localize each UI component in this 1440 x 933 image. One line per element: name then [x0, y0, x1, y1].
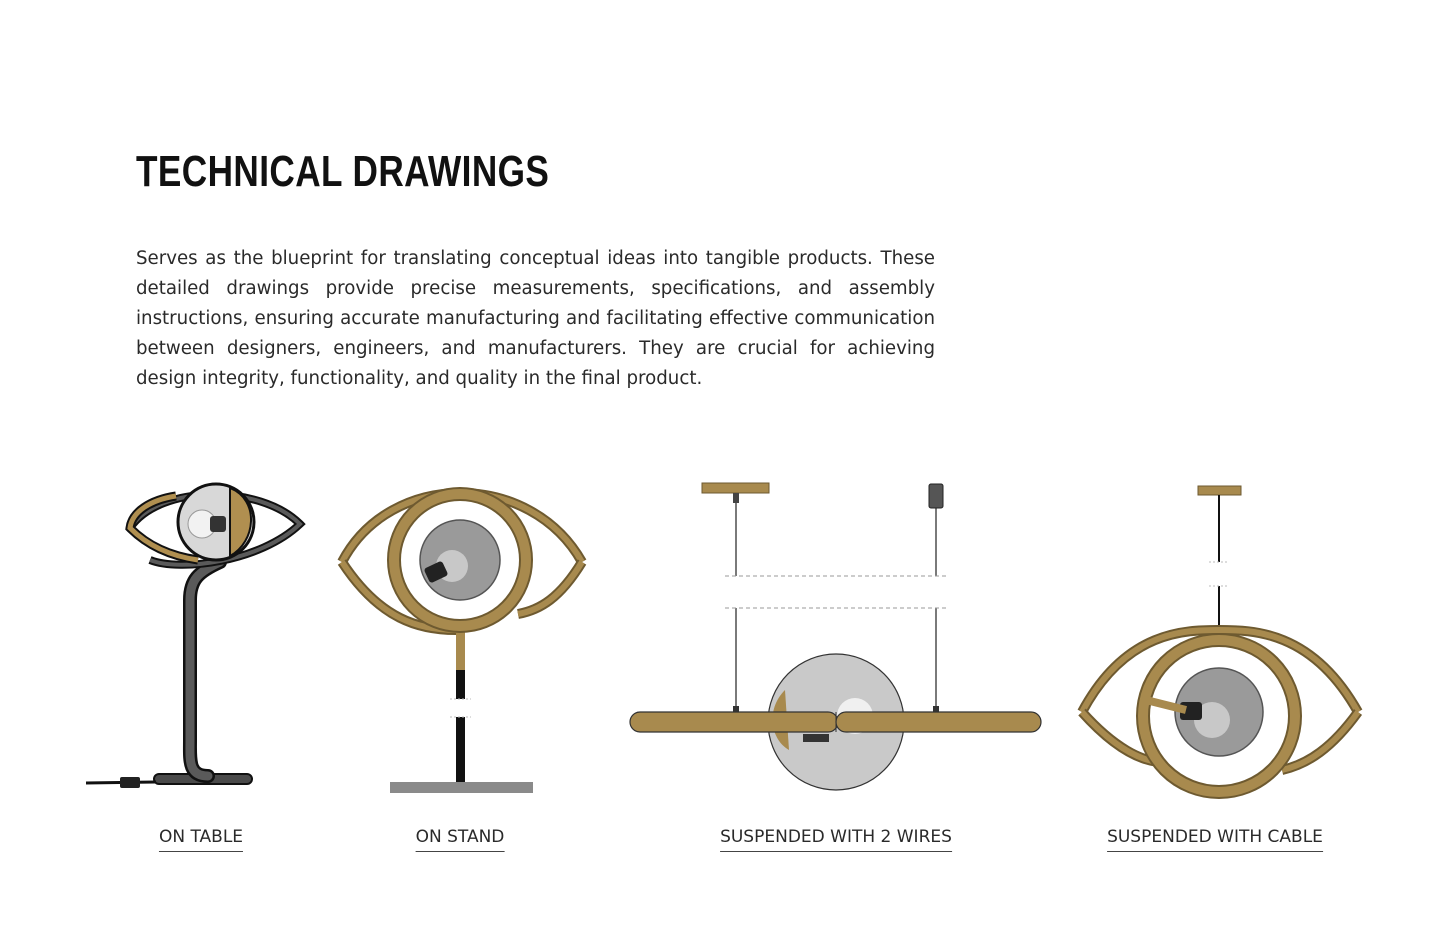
intro-paragraph: Serves as the blueprint for translating conceptual ideas into tangible products. These detailed drawings provide precise measurements, specifications, and assembly instructions, ensuring accurate manufacturing and facilitating effective communication between designers, engineers, and manufacturers. They are crucial for achieving design integrity, functionality, and quality in the final product.	[136, 248, 935, 389]
lamp-suspended-cable-drawing	[1076, 480, 1366, 800]
caption-on-stand: ON STAND	[416, 826, 505, 852]
page-title: TECHNICAL DRAWINGS	[136, 147, 550, 196]
lamp-on-table-drawing	[80, 480, 320, 800]
lamp-on-stand-drawing	[330, 480, 590, 800]
caption-suspended-cable: SUSPENDED WITH CABLE	[1107, 826, 1323, 852]
caption-suspended-2-wires: SUSPENDED WITH 2 WIRES	[720, 826, 952, 852]
lamp-suspended-2-wires-drawing	[625, 478, 1045, 798]
caption-on-table: ON TABLE	[159, 826, 243, 852]
